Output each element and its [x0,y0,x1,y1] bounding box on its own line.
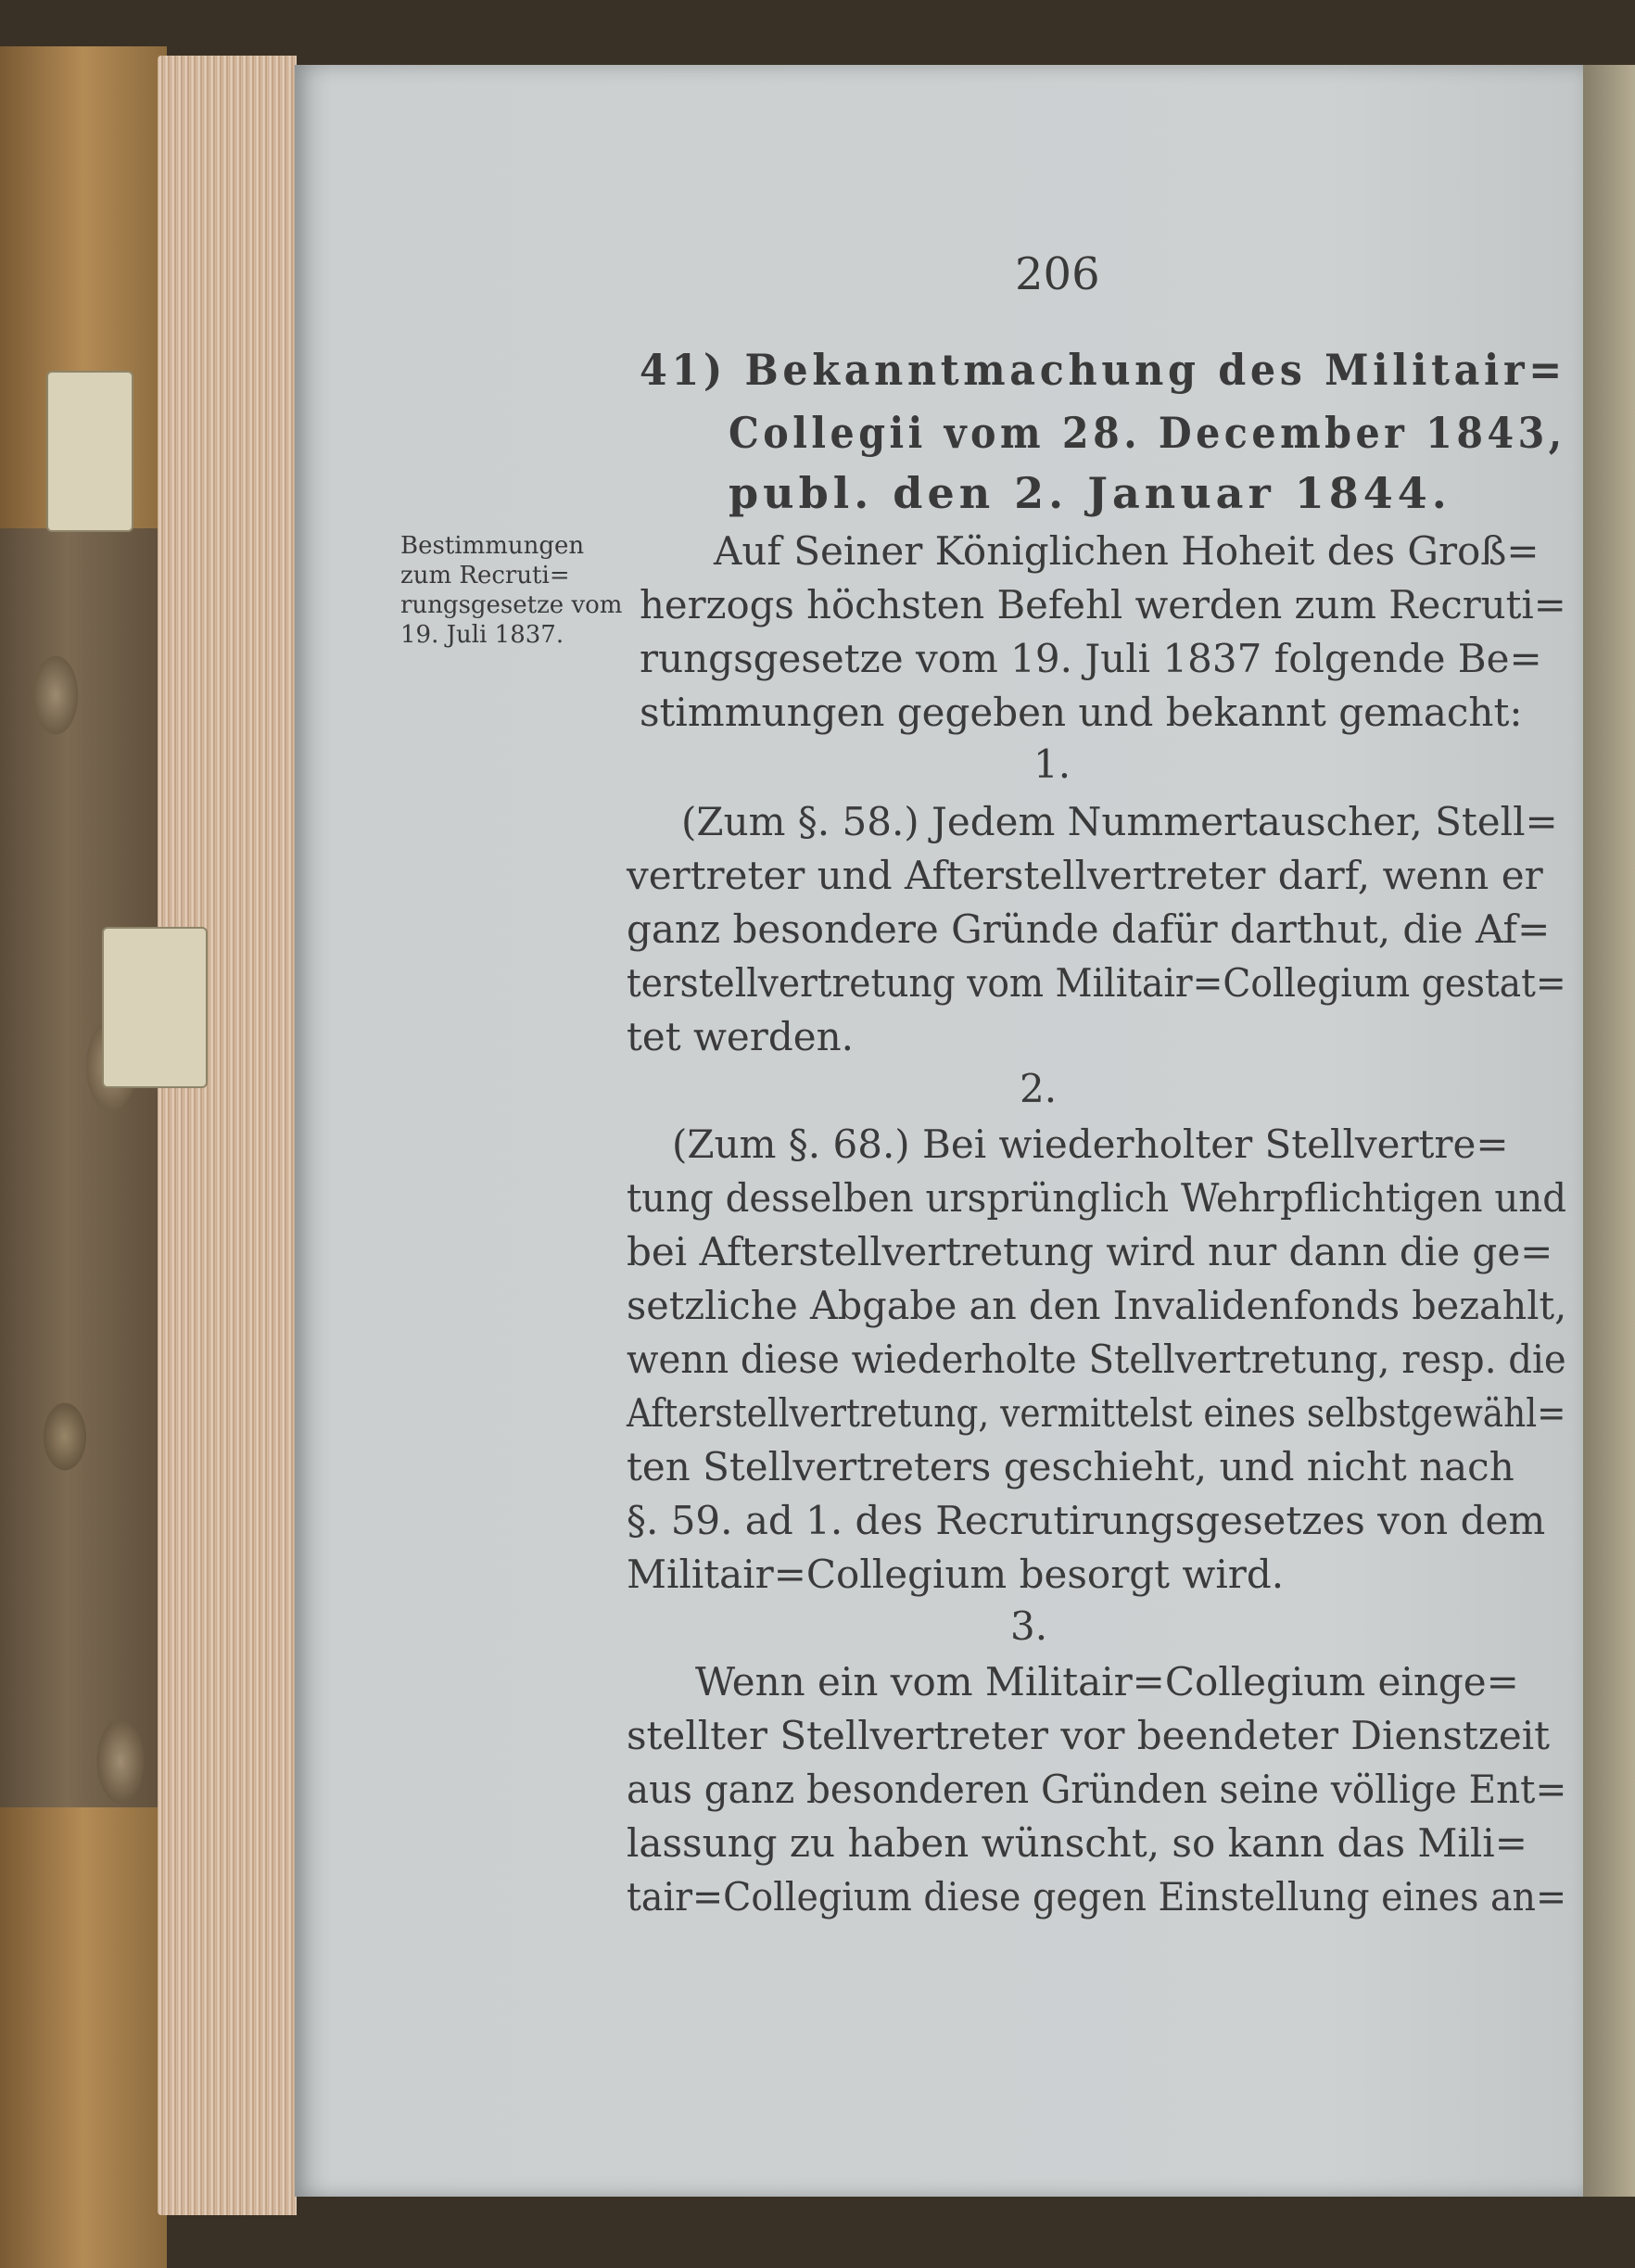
section-line: tair=Collegium diese gegen Einstellung eines an= [627,1874,1567,1920]
section-line: tung desselben ursprünglich Wehrpflichtigen und [627,1175,1566,1221]
section-line: vertreter und Afterstellvertreter darf, wenn er [627,853,1543,898]
section-line: (Zum §. 58.) Jedem Nummertauscher, Stell= [681,799,1558,844]
page-number: 206 [1015,248,1100,300]
page-edges [158,56,297,2215]
intro-line: stimmungen gegeben und bekannt gemacht: [640,690,1523,735]
section-line: Afterstellvertretung, vermittelst eines selbstgewähl= [627,1390,1566,1436]
title-line: 41) Bekanntmachung des Militair= [640,345,1566,395]
section-line: stellter Stellvertreter vor beendeter Dienstzeit [627,1713,1551,1758]
section-line: setzliche Abgabe an den Invalidenfonds bezahlt, [627,1283,1567,1328]
margin-note-line: Bestimmungen [400,532,585,560]
margin-note-line: zum Recruti= [400,562,570,589]
intro-line: rungsgesetze vom 19. Juli 1837 folgende Be= [640,636,1542,681]
margin-note-line: 19. Juli 1837. [400,621,564,649]
section-line: §. 59. ad 1. des Recrutirungsgesetzes von dem [627,1498,1546,1543]
section-line: (Zum §. 68.) Bei wiederholter Stellvertre= [672,1121,1509,1167]
title-line: Collegii vom 28. December 1843, [729,408,1566,458]
section-number: 1. [1033,741,1071,787]
facing-page-edge [1576,65,1635,2197]
section-line: terstellvertretung vom Militair=Collegium gestat= [627,960,1566,1006]
page-tab [102,927,208,1088]
section-line: tet werden. [627,1014,854,1059]
section-line: ten Stellvertreters geschieht, und nicht nach [627,1444,1515,1489]
section-line: lassung zu haben wünscht, so kann das Mili= [627,1820,1527,1866]
section-line: Militair=Collegium besorgt wird. [627,1552,1285,1597]
title-line: publ. den 2. Januar 1844. [729,468,1451,518]
intro-line: Auf Seiner Königlichen Hoheit des Groß= [714,528,1540,574]
section-line: ganz besondere Gründe dafür darthut, die Af= [627,906,1551,952]
section-line: Wenn ein vom Militair=Collegium einge= [695,1659,1519,1704]
intro-line: herzogs höchsten Befehl werden zum Recruti= [640,582,1566,627]
section-line: bei Afterstellvertretung wird nur dann die ge= [627,1229,1553,1274]
section-number: 2. [1020,1066,1058,1111]
section-number: 3. [1010,1603,1048,1649]
page-tab [46,371,133,532]
section-line: aus ganz besonderen Gründen seine völlige Ent= [627,1767,1567,1812]
section-line: wenn diese wiederholte Stellvertretung, resp. die [627,1337,1566,1382]
cover-leather-bottom [0,1807,167,2268]
margin-note-line: rungsgesetze vom [400,591,623,619]
